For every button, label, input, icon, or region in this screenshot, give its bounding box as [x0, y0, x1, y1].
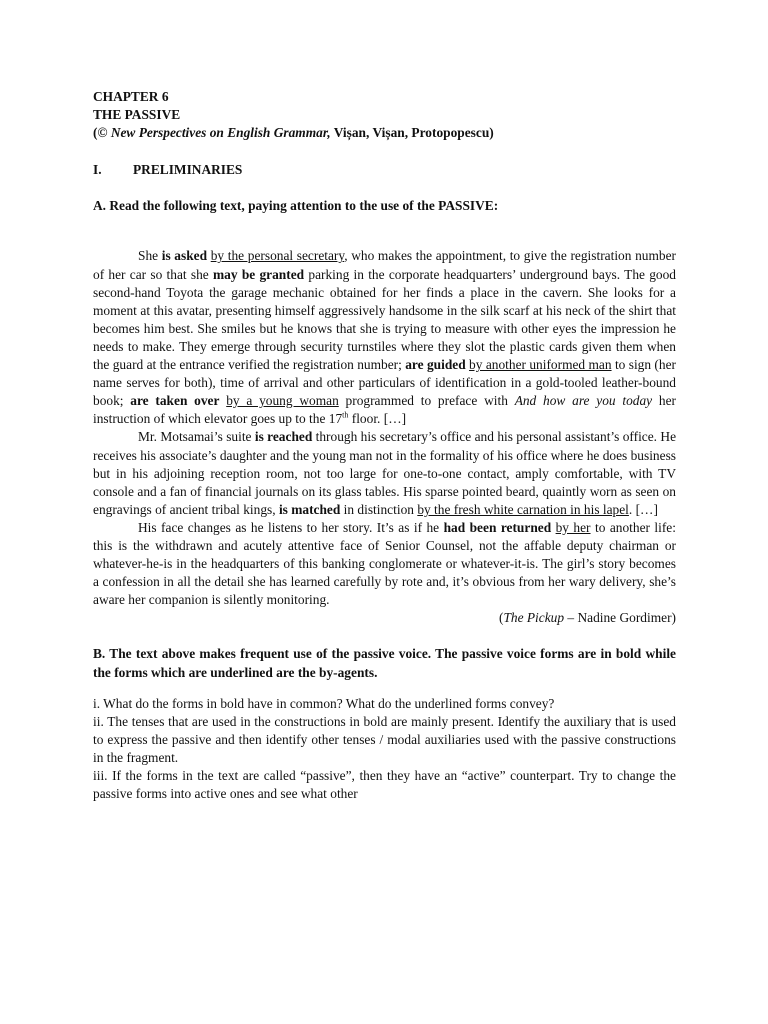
by-agent: by her — [555, 519, 591, 535]
by-agent: by the fresh white carnation in his lapel — [417, 501, 629, 517]
chapter-label: CHAPTER 6 — [93, 89, 169, 104]
passage-paragraph-1: She is asked by the personal secretary, who makes the appointment, to give the registration number of her car so that she may be granted parking in the corporate headquarters’ underground bays. The good second-hand Toyota the garage mechanic obtained for her finds a place in the cavern. She looks for a moment at this avatar, presenting himself aggressively handsome in the silk scarf at his neck of the shirt that becomes him best. She smiles but he knows that she is trying to measure with other eyes the impression he needs to make. They emerge through security turnstiles where they slot the plastic cards given them when the guard at the entrance verified the registration number; are guided by another uniformed man to sign (her name serves for both), time of arrival and other particulars of identification in a gold-tooled leather-bound book; are taken over by a young woman programmed to preface with And how are you today her instruction of which elevator goes up to the 17th floor. […] — [93, 248, 676, 427]
citation-authors: Vișan, Vișan, Protopopescu) — [330, 125, 494, 141]
passive-form: are taken over — [130, 393, 220, 409]
passive-form: are guided — [405, 357, 466, 373]
section-heading — [93, 161, 676, 179]
passage-paragraph-2: Mr. Motsamai’s suite is reached through his secretary’s office and his personal assistant’s office. He receives his associate’s daughter and the young man not in the formality of his office where he does business but in his adjoining reception room, not too large for one-to-one contact, amply comfortable, with TV console and a fan of financial journals on its glass tables. His sparse pointed beard, quaintly worn as seen on engravings of ancient tribal kings, is matched in distinction by the fresh white carnation in his lapel. […] — [93, 429, 677, 517]
passive-form: is matched — [278, 501, 341, 517]
by-agent: by a young woman — [226, 393, 339, 409]
document-page — [93, 88, 676, 804]
instruction-a: A. Read the following text, paying attention to the use of the PASSIVE: — [93, 198, 499, 214]
passive-form: is asked — [161, 248, 208, 264]
italic-text: The Pickup — [503, 610, 565, 626]
question-i: i. What do the forms in bold have in common? What do the underlined forms convey? — [93, 696, 555, 712]
section-number: I. — [93, 162, 102, 178]
italic-text: And how are you today — [514, 393, 653, 409]
citation-open: (© — [93, 125, 111, 141]
section-title: PRELIMINARIES — [133, 162, 243, 178]
citation — [93, 124, 676, 142]
question-iii: iii. If the forms in the text are called “passive”, then they have an “active” counterpart. Try to change the passive forms into active ones and see what other — [93, 768, 676, 802]
chapter-title: THE PASSIVE — [93, 107, 181, 123]
passive-form: is reached — [254, 429, 313, 445]
question-ii: ii. The tenses that are used in the constructions in bold are mainly present. Identify the auxiliary that is used to express the passive and then identify other tenses / modal auxiliaries used with the passive constructions in the fragment. — [93, 714, 676, 766]
passive-form: had been returned — [443, 519, 552, 535]
passage-source: (The Pickup – Nadine Gordimer) — [498, 610, 676, 626]
citation-book: New Perspectives on English Grammar, — [110, 125, 331, 141]
instruction-b: B. The text above makes frequent use of the passive voice. The passive voice forms are in bold while the forms which are underlined are the by-agents. — [93, 646, 676, 680]
passage-paragraph-3: His face changes as he listens to her story. It’s as if he had been returned by her to another life: this is the withdrawn and acutely attentive face of Senior Counsel, not the affable deputy chairman or whatever-he-is in the headquarters of this banking conglomerate or whatever-it-is. The girl’s story becomes a confession in all the detail she has learned carefully by rote and, it’s obvious from her wary delivery, she’s aware her companion is silently monitoring. — [93, 519, 676, 608]
by-agent: by another uniformed man — [469, 357, 612, 373]
passive-form: may be granted — [213, 266, 305, 282]
by-agent: by the personal secretary — [210, 248, 345, 264]
superscript: th — [342, 410, 349, 420]
